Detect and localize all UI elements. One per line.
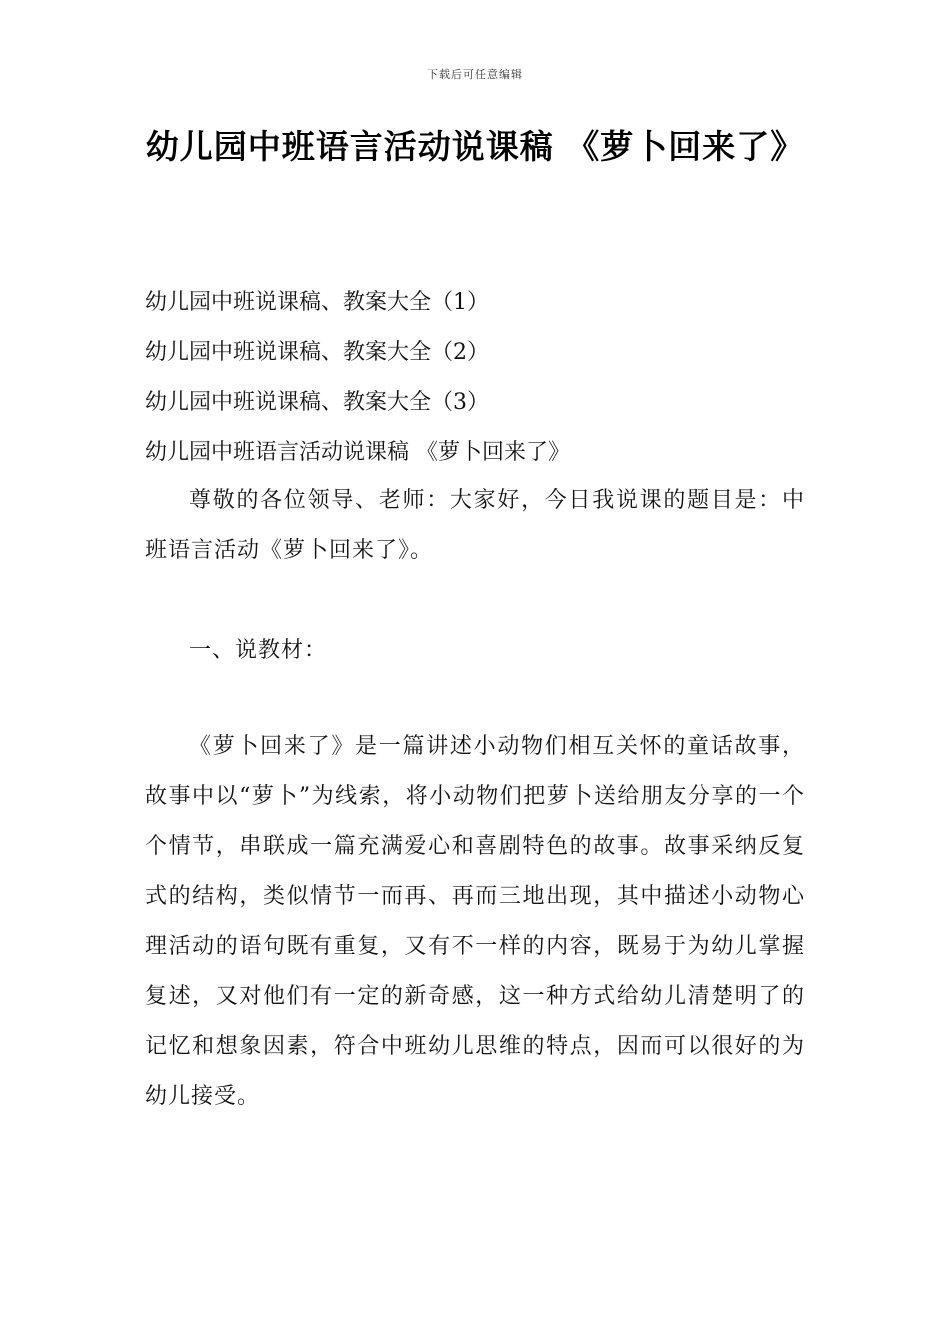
toc-item[interactable]: 幼儿园中班说课稿、教案大全（2）	[145, 340, 489, 365]
section-heading: 一、说教材：	[189, 638, 328, 663]
toc-item[interactable]: 幼儿园中班说课稿、教案大全（1）	[145, 290, 489, 315]
document-title: 幼儿园中班语言活动说课稿 《萝卜回来了》	[145, 127, 805, 166]
story-paragraph: 《萝卜回来了》是一篇讲述小动物们相互关怀的童话故事，故事中以“萝卜”为线索，将小动物们把萝卜送给朋友分享的一个个情节，串联成一篇充满爱心和喜剧特色的故事。故事采纳反复式的结构，类似情节一而再、再而三地出现，其中描述小动物心理活动的语句既有重复，又有不一样的内容，既易于为幼儿掌握复述，又对他们有一定的新奇感，这一种方式给幼儿清楚明了的记忆和想象因素，符合中班幼儿思维的特点，因而可以很好的为幼儿接受。	[145, 734, 805, 1109]
toc-list	[145, 278, 805, 478]
intro-paragraph: 尊敬的各位领导、老师：大家好，今日我说课的题目是：中班语言活动《萝卜回来了》。	[145, 488, 805, 563]
header-note: 下载后可任意编辑	[427, 68, 523, 81]
toc-item[interactable]: 幼儿园中班语言活动说课稿 《萝卜回来了》	[145, 440, 570, 465]
toc-item[interactable]: 幼儿园中班说课稿、教案大全（3）	[145, 390, 489, 415]
